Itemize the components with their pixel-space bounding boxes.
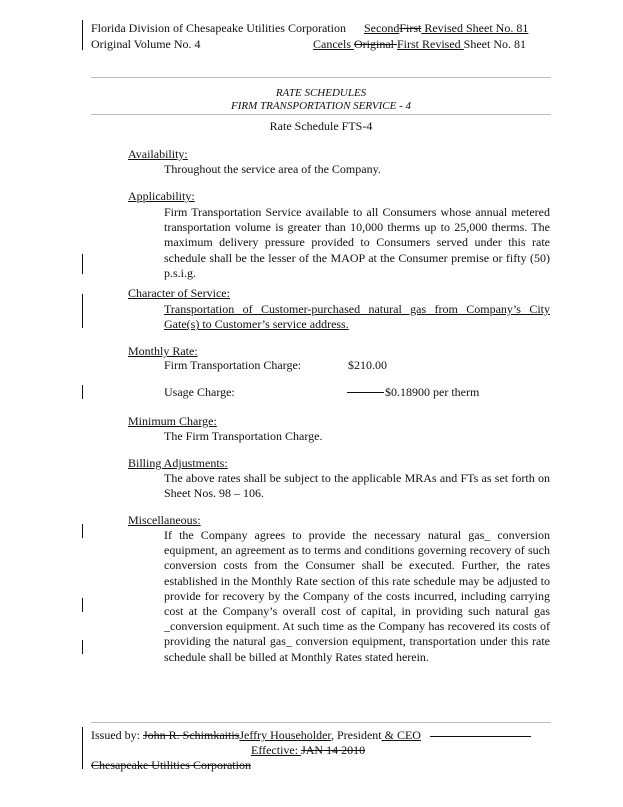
issuer-title: , President	[330, 728, 382, 742]
footer-rule	[91, 722, 551, 723]
header-volume: Original Volume No. 4	[91, 37, 201, 51]
cancels-rest: Sheet No. 81	[463, 37, 526, 51]
misc-text: If the Company agrees to provide the necessary natural gas_ conversion equipment, an agreement as to terms and conditions governing recovery of such conversion costs from the Consumer shall be executed. Further, the rates established in the Monthly Rate section of this rate schedule may be adjusted to provide for recovery by the Company of the costs incurred, including carrying cost at the Company’s overall cost of capital, in providing such natural gas _conversion equipment. At such time as the Company has recovered its costs of providing the natural gas_ conversion equipment, transportation under this rate schedule shall be billed at Monthly Rates stated herein.	[164, 528, 550, 664]
change-bar-applicability	[82, 254, 83, 274]
sheet-rest: Revised Sheet No. 81	[421, 21, 529, 35]
title-rate-schedules: RATE SCHEDULES	[275, 87, 367, 99]
sheet-deleted: First	[399, 21, 422, 35]
title-service: FIRM TRANSPORTATION SERVICE - 4	[230, 100, 412, 112]
applicability-heading: Applicability:	[128, 189, 195, 203]
applicability-text: Firm Transportation Service available to all Consumers whose annual metered transportation volume is greater than 10,000 therms up to 25,000 therms. The maximum delivery pressure provided to Consumers served under this rate schedule shall be the lesser of the MAOP at the Consumer premise or fifty (50) p.s.i.g.	[164, 205, 550, 280]
usage-label: Usage Charge:	[164, 385, 235, 399]
usage-value: $0.18900 per therm	[385, 385, 480, 399]
cancels-inserted: First Revised	[397, 37, 464, 51]
change-bar-usage	[82, 385, 83, 399]
minimum-text: The Firm Transportation Charge.	[164, 429, 323, 443]
availability-text: Throughout the service area of the Company.	[164, 162, 381, 176]
cancels-deleted: Original	[354, 37, 397, 51]
change-bar-misc-2	[82, 598, 83, 612]
monthly-rate-heading: Monthly Rate:	[128, 344, 198, 358]
header-cancels	[313, 38, 526, 50]
header-rule	[91, 77, 551, 78]
effective-deleted: JAN 14 2010	[301, 743, 366, 757]
issuer-deleted: John R. Schimkaitis	[143, 728, 240, 742]
footer-issued-by	[91, 729, 421, 741]
issued-prefix: Issued by:	[91, 728, 143, 742]
billing-heading: Billing Adjustments:	[128, 456, 228, 470]
footer-effective	[251, 744, 365, 756]
change-bar-footer	[82, 727, 83, 769]
header-sheet-number	[364, 22, 528, 34]
change-bar-misc-3	[82, 640, 83, 654]
header-company: Florida Division of Chesapeake Utilities Corporation	[91, 21, 346, 35]
change-bar-header	[82, 20, 83, 50]
ftc-label: Firm Transportation Charge:	[164, 358, 302, 372]
usage-deleted-mark	[347, 392, 384, 393]
availability-heading: Availability:	[128, 147, 188, 161]
schedule-name: Rate Schedule FTS-4	[269, 119, 373, 133]
title-rule	[91, 114, 551, 115]
sheet-inserted: Second	[364, 21, 400, 35]
misc-heading: Miscellaneous:	[128, 513, 201, 527]
ftc-value: $210.00	[348, 358, 387, 372]
character-heading: Character of Service:	[128, 286, 230, 300]
cancels-prefix: Cancels	[313, 37, 354, 51]
character-text: Transportation of Customer-purchased natural gas from Company’s City Gate(s) to Customer’s service address.	[164, 302, 550, 332]
billing-text: The above rates shall be subject to the applicable MRAs and FTs as set forth on Sheet Nos. 98 – 106.	[164, 471, 550, 501]
issued-strike-line	[430, 736, 531, 737]
issuer-inserted: Jeffry Householder	[239, 728, 331, 742]
minimum-heading: Minimum Charge:	[128, 414, 217, 428]
change-bar-character	[82, 294, 83, 328]
effective-inserted: Effective:	[251, 743, 302, 757]
footer-company-deleted: Chesapeake Utilities Corporation	[91, 758, 251, 772]
issuer-title-inserted: & CEO	[381, 728, 421, 742]
change-bar-misc	[82, 524, 83, 538]
